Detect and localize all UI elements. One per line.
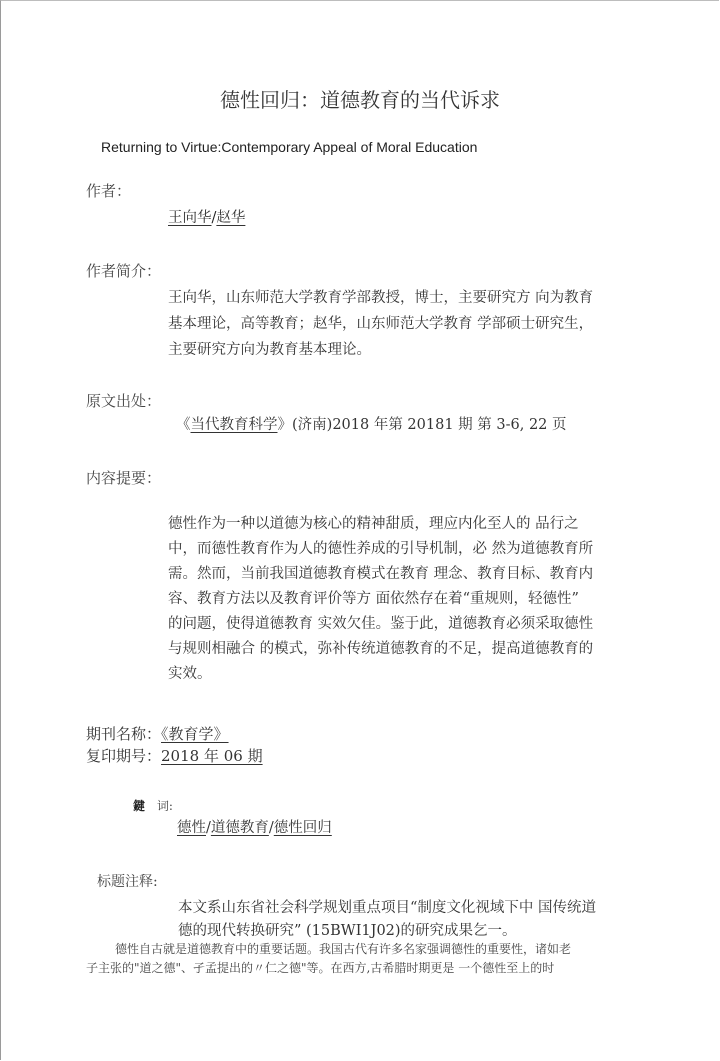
source-journal-link[interactable]: 当代教育科学 (190, 417, 278, 433)
keyword-link-2[interactable]: 道德教育 (210, 820, 269, 836)
keywords-label: 词: (156, 799, 173, 813)
periodical-row (86, 723, 229, 744)
abstract-line-5: 的问题，使得道德教育 实效欠佳。鉴于此，道德教育必须采取德性 (168, 616, 594, 632)
keywords-list (177, 816, 332, 837)
title-note-line-2: 德的现代转换研究” (15BWI1J02)的研究成果乞一。 (178, 923, 517, 939)
periodical-link[interactable]: 《教育学》 (161, 725, 229, 743)
body-line-2: 子主张的"道之德"、孑孟提出的〃仁之德"等。在西方,古希腊时期更是 一个德性至上的时 (86, 961, 555, 975)
keyword-link-1[interactable]: 德性 (177, 820, 206, 836)
bio-line-1: 王向华，山东师范大学教育学部教授，博士，主要研究方 向为教育 (168, 290, 594, 306)
source-citation (176, 413, 567, 434)
bio-label: 作者简介： (86, 262, 162, 280)
author-link-1[interactable]: 王向华 (168, 210, 212, 226)
source-open-quote: 《 (176, 417, 191, 433)
english-title: Returning to Virtue:Contemporary Appeal of Moral Education (101, 139, 478, 155)
author-separator: / (211, 210, 217, 226)
abstract-line-7: 实效。 (168, 666, 212, 682)
title-note-label: 标题注释: (97, 874, 158, 890)
source-details: 》(济南)2018 年第 20181 期 第 3-6, 22 页 (277, 417, 567, 433)
keyword-glyph-icon: 鍵 (133, 799, 146, 813)
reprint-link[interactable]: 2018 年 06 期 (161, 747, 263, 765)
author-label: 作者： (86, 182, 132, 200)
periodical-label: 期刊名称： (86, 725, 162, 743)
keyword-link-3[interactable]: 德性回归 (273, 820, 332, 836)
keywords-label-row (133, 797, 173, 814)
abstract-line-3: 需。然而，当前我国道德教育模式在教育 理念、教育目标、教育内 (168, 566, 594, 582)
keyword-sep-2: / (268, 820, 274, 836)
title-note-line-1: 本文系山东省社会科学规划重点项目“制度文化视域下中 国传统道 (178, 900, 597, 916)
bio-line-2: 基本理论，高等教育；赵华，山东师范大学教育 学部硕士研究生， (168, 316, 594, 332)
abstract-line-1: 德性作为一种以道德为核心的精神甜质，理应内化至人的 品行之 (168, 516, 579, 532)
abstract-line-2: 中，而德性教育作为人的德性养成的引导机制，必 然为道德教育所 (168, 541, 594, 557)
author-names (168, 206, 245, 227)
abstract-line-6: 与规则相融合 的模式，弥补传统道德教育的不足，提高道德教育的 (168, 641, 594, 657)
keyword-sep-1: / (206, 820, 211, 836)
reprint-row (86, 745, 263, 766)
page-title: 德性回归：道德教育的当代诉求 (220, 88, 500, 112)
abstract-label: 内容提要： (86, 469, 162, 487)
bio-line-3: 主要研究方向为教育基本理论。 (168, 342, 371, 358)
source-label: 原文出处： (86, 392, 162, 410)
author-link-2[interactable]: 赵华 (216, 210, 246, 226)
body-line-1: 德性自古就是道德教育中的重要话题。我国古代有许多名家强调德性的重要性，诸如老 (115, 942, 572, 956)
abstract-line-4: 容、教育方法以及教育评价等方 面依然存在着“重规则，轻德性” (168, 591, 579, 607)
reprint-label: 复印期号： (86, 747, 162, 765)
